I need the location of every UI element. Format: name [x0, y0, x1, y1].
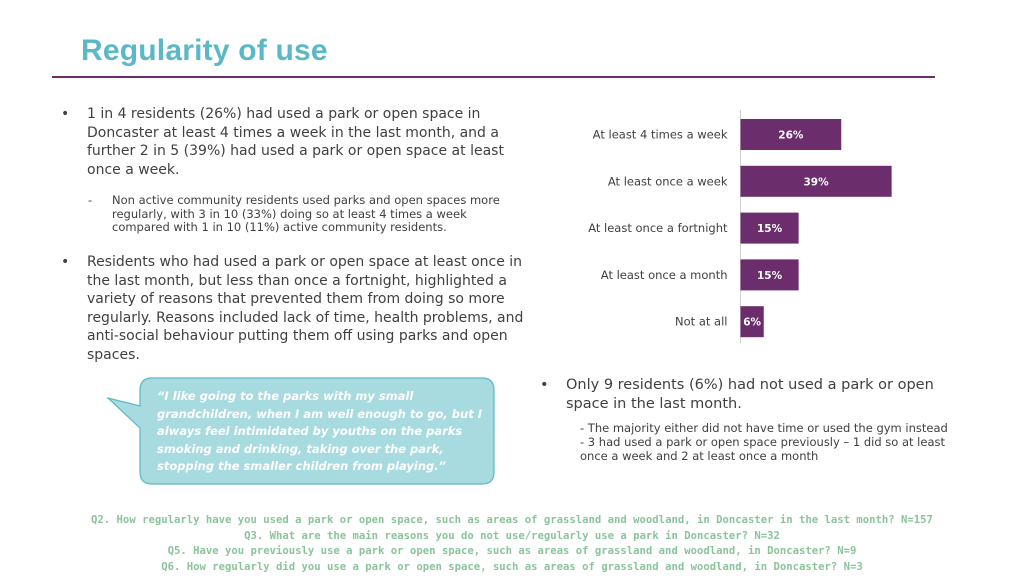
- note-line: - The majority either did not have time or used the gym instead: [580, 421, 948, 435]
- data-label: 26%: [778, 129, 804, 142]
- bullet-marker: •: [61, 106, 70, 122]
- bullet-text: Only 9 residents (6%) had not used a park or open space in the last month.: [566, 377, 934, 412]
- footnote-q5: Q5. Have you previously use a park or open space, such as areas of grassland and woodland, in Doncaster? N=9: [167, 545, 857, 557]
- data-label: 39%: [803, 176, 829, 189]
- footnote-q3: Q3. What are the main reasons you do not use/regularly use a park in Doncaster? N=32: [244, 529, 780, 542]
- usage-bar-chart: [560, 105, 920, 350]
- not-used-notes: [580, 421, 960, 463]
- bullet-text: 1 in 4 residents (26%) had used a park or open space in Doncaster at least 4 times a week in the last month, and a further 2 in 5 (39%) had used a park or open space at least once a week.: [87, 106, 504, 178]
- resident-quote: “I like going to the parks with my small grandchildren, when I am well enough to go, but I always feel intimidated by youths on the parks smoking and drinking, taking over the park, stopping the smaller children from playing.”: [157, 389, 482, 473]
- slide-title: Regularity of use: [81, 34, 328, 67]
- data-label: 15%: [756, 223, 783, 236]
- bullet-text: Residents who had used a park or open space at least once in the last month, but less than once a fortnight, highlighted a variety of reasons that prevented them from doing so more regularly. Reasons included lack of time, health problems, and anti-social behaviour putting them off using parks and open spaces.: [87, 254, 524, 363]
- footnote-q6: Q6. How regularly did you use a park or open space, such as areas of grassland and woodland, in Doncaster? N=3: [161, 560, 863, 573]
- data-label: 6%: [743, 316, 762, 329]
- bullet-not-used: [540, 376, 966, 414]
- data-label: 15%: [756, 269, 783, 282]
- dash-marker: -: [88, 193, 93, 207]
- category-label: Not at all: [675, 314, 728, 329]
- footnote-q2: Q2. How regularly have you used a park or open space, such as areas of grassland and woodland, in Doncaster in the last month? N=157: [91, 514, 933, 526]
- bullet-marker: •: [540, 377, 549, 393]
- sub-bullet-text: Non active community residents used parks and open spaces more regularly, with 3 in 10 (33%) doing so at least 4 times a week compared with 1 in 10 (11%) active community residents.: [112, 193, 500, 234]
- bullet-marker: •: [61, 254, 70, 270]
- category-label: At least 4 times a week: [592, 127, 728, 142]
- note-line: - 3 had used a park or open space previously – 1 did so at least once a week and 2 at least once a month: [580, 435, 946, 463]
- category-label: At least once a fortnight: [588, 221, 728, 236]
- category-label: At least once a month: [600, 267, 728, 282]
- question-footnotes: [0, 513, 1024, 575]
- category-label: At least once a week: [607, 174, 728, 189]
